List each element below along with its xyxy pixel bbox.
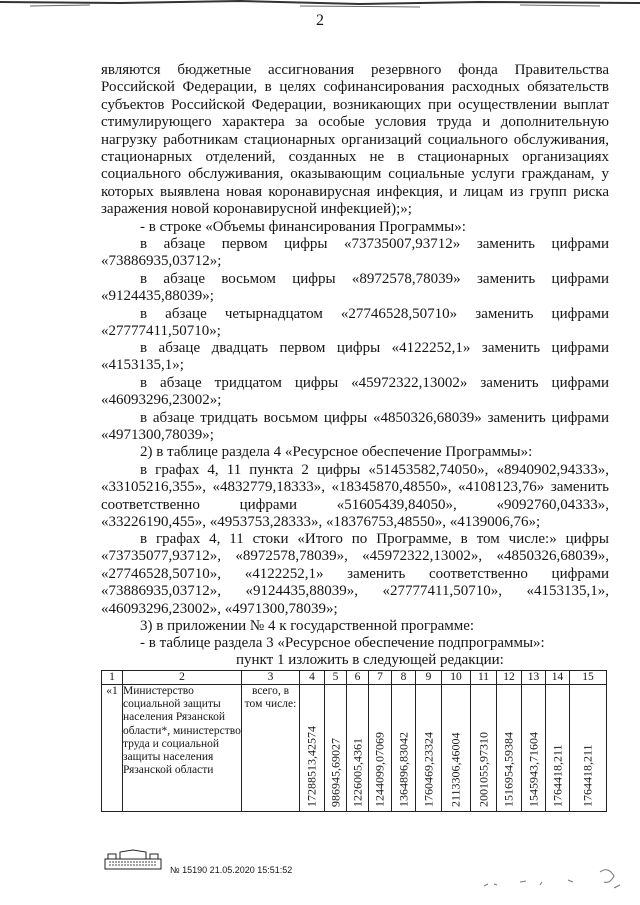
paragraph-abzac-8: в абзаце восьмом цифры «8972578,78039» заменить цифрами «9124435,88039»;: [101, 271, 609, 305]
paragraph-funding-row: - в строке «Объемы финансирования Программы»:: [140, 219, 466, 235]
value-cell: [347, 685, 369, 812]
column-header: 13: [522, 671, 546, 685]
value-cell: [522, 685, 546, 812]
paragraph-appendix-4: 3) в приложении № 4 к государственной программе:: [140, 618, 475, 634]
paragraph-abzac-1: в абзаце первом цифры «73735007,93712» заменить цифрами «73886935,03712»;: [101, 236, 609, 270]
value-cell: [497, 685, 522, 812]
resource-table: [101, 670, 607, 812]
column-header: 6: [347, 671, 369, 685]
value-text: 986945,69027: [328, 738, 342, 807]
scan-noise-artifact: [480, 860, 630, 900]
value-cell: [325, 685, 347, 812]
column-header: 5: [325, 671, 347, 685]
registration-stamp: № 15190 21.05.2020 15:51:52: [170, 865, 293, 875]
paragraph-abzac-30: в абзаце тридцатом цифры «45972322,13002» заменить цифрами «46093296,23002»;: [101, 375, 609, 409]
column-header: 9: [416, 671, 442, 685]
column-header: 2: [123, 671, 242, 685]
value-cell: [392, 685, 416, 812]
column-header: 10: [442, 671, 471, 685]
paragraph-abzac-38: в абзаце тридцать восьмом цифры «4850326,68039» заменить цифрами «4971300,78039»;: [101, 410, 609, 444]
value-text: 1760469,23324: [421, 732, 435, 807]
table-header-row: [102, 671, 607, 685]
column-header: 7: [369, 671, 392, 685]
value-text: 1516954,59384: [501, 732, 516, 807]
value-text: 1364896,83042: [396, 732, 410, 807]
value-text: 2113306,46004: [448, 732, 463, 807]
value-cell: [369, 685, 392, 812]
column-header: 1: [102, 671, 123, 685]
value-cell: [546, 685, 570, 812]
paragraph-abzac-21: в абзаце двадцать первом цифры «4122252,1» заменить цифрами «4153135,1»;: [101, 340, 609, 374]
column-header: 14: [546, 671, 570, 685]
paragraph-reserve-fund: являются бюджетные ассигнования резервного фонда Правительства Российской Федерации, в целях софинансирования расходных обязательств субъектов Российской Федерации, возникающих при осуществлении выплат стимулирующего характера за особые условия труда и дополнительную нагрузку работникам стационарных организаций социального обслуживания, стационарных отделений, созданных не в стационарных организациях социального обслуживания, оказывающим социальные услуги гражданам, у которых выявлена новая коронавирусная инфекция, и лицам из групп риска заражения новой коронавирусной инфекцией);»;: [101, 62, 609, 218]
value-cell: [471, 685, 497, 812]
executor-cell: Министерство социальной защиты населения Рязанской области*, министерство труда и социальной защиты населения Рязанской области: [123, 685, 242, 812]
column-header: 11: [471, 671, 497, 685]
column-header: 3: [242, 671, 300, 685]
value-cell: [442, 685, 471, 812]
row-number: «1: [102, 685, 123, 812]
column-header: 12: [497, 671, 522, 685]
value-text: 1545943,71604: [526, 732, 540, 807]
value-text: 1764418,211: [580, 744, 595, 807]
registry-stamp-icon: [104, 849, 162, 871]
column-header: 8: [392, 671, 416, 685]
paragraph-section-3: - в таблице раздела 3 «Ресурсное обеспечение подпрограммы»:: [140, 635, 545, 651]
paragraph-section-4: 2) в таблице раздела 4 «Ресурсное обеспечение Программы»:: [140, 444, 533, 460]
value-cell: [416, 685, 442, 812]
value-text: 1226005,4361: [350, 738, 364, 807]
paragraph-total-row: в графах 4, 11 стоки «Итого по Программе, в том числе:» цифры «73735077,93712», «8972578,78039», «45972322,13002», «4850326,68039», «27746528,50710», «4122252,1» заменить соответственно цифрами «73886935,03712», «9124435,88039», «27777411,50710», «4153135,1», «46093296,23002», «4971300,78039»;: [101, 531, 609, 617]
paragraph-item-1: пункт 1 изложить в следующей редакции:: [236, 652, 504, 668]
column-header: 4: [300, 671, 325, 685]
page-number: 2: [316, 12, 324, 29]
value-cell: [300, 685, 325, 812]
value-text: 17288513,42574: [304, 726, 319, 807]
paragraph-columns-4-11: в графах 4, 11 пункта 2 цифры «51453582,74050», «8940902,94333», «33105216,355», «4832779,18333», «18345870,48550», «4108123,76» заменить соответственно цифрами «51605439,84050», «9092760,04333», «33226190,455», «4953753,28333», «18376753,48550», «4139006,76»;: [101, 462, 609, 531]
column-header: 15: [570, 671, 607, 685]
paragraph-abzac-14: в абзаце четырнадцатом «27746528,50710» заменить цифрами «27777411,50710»;: [101, 306, 609, 340]
table-row: [102, 685, 607, 812]
funding-source-cell: всего, в том числе:: [242, 685, 300, 812]
value-text: 2001055,97310: [476, 732, 490, 807]
value-cell: [570, 685, 607, 812]
value-text: 1244099,07069: [372, 732, 387, 807]
value-text: 1764418,211: [550, 744, 564, 807]
